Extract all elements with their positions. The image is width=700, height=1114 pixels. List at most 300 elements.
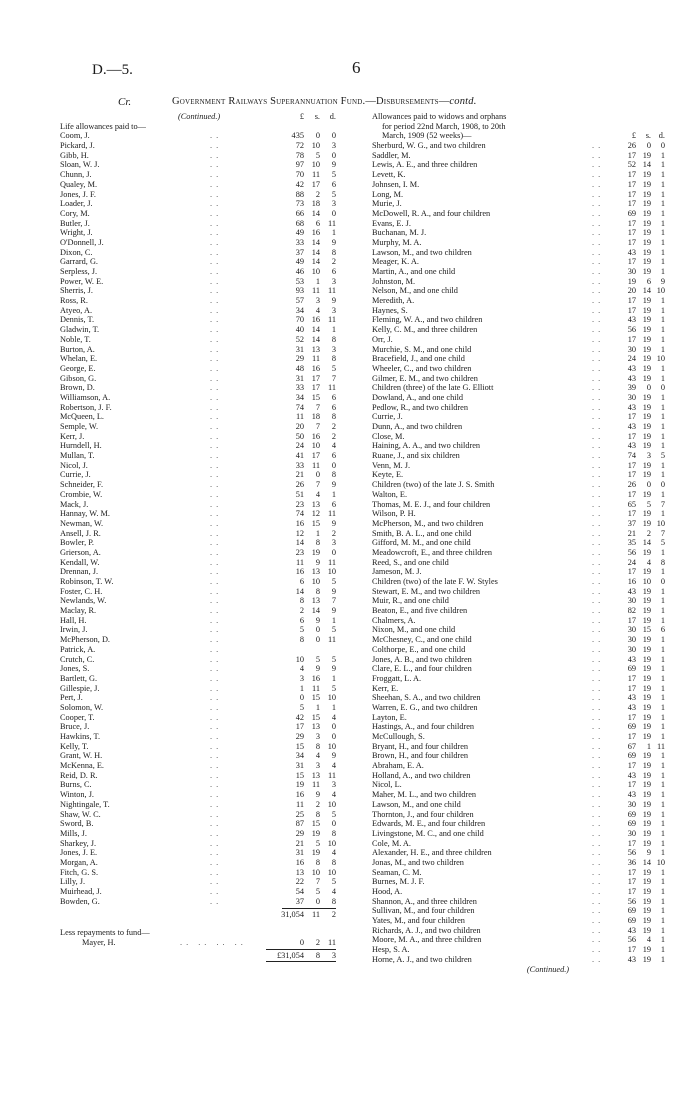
entry-pence: 10 [656, 857, 665, 867]
leader-dots: .. [210, 799, 223, 809]
table-row [60, 131, 350, 141]
entry-pounds: 16 [295, 518, 304, 528]
entry-shillings: 5 [315, 150, 320, 160]
table-row [372, 509, 664, 519]
leader-dots: .. [210, 857, 223, 867]
entry-name: Hall, H. [60, 615, 87, 625]
entry-pounds: 42 [295, 179, 304, 189]
table-row [60, 306, 350, 316]
table-row [60, 655, 350, 665]
leader-dots: .. [592, 654, 605, 664]
entry-shillings: 19 [642, 770, 651, 780]
subtotal-rule [282, 908, 336, 909]
leader-dots: .. [592, 441, 605, 451]
table-row [60, 500, 350, 510]
entry-pounds: 13 [295, 867, 304, 877]
entry-shillings: 16 [311, 315, 320, 325]
table-row [60, 509, 350, 519]
entry-name: Kerr, E. [372, 683, 399, 693]
entry-name: Keyte, E. [372, 470, 404, 480]
entry-pounds: 0 [299, 693, 304, 703]
entry-pence: 0 [331, 460, 336, 470]
entry-shillings: 2 [646, 528, 651, 538]
entry-pence: 8 [331, 828, 336, 838]
table-row [60, 713, 350, 723]
leader-dots: .. [210, 354, 223, 364]
leader-dots: .. [210, 683, 223, 693]
entry-pence: 3 [331, 538, 336, 548]
leader-dots: .. [210, 228, 223, 238]
entry-pence: 0 [331, 819, 336, 829]
table-row [60, 567, 350, 577]
entry-name: Colthorpe, E., and one child [372, 644, 466, 654]
entry-pounds: 39 [627, 383, 636, 393]
table-row [372, 422, 664, 432]
entry-name: Serpless, J. [60, 267, 98, 276]
entry-shillings: 19 [311, 547, 320, 557]
entry-shillings: 15 [311, 518, 320, 528]
entry-shillings: 11 [312, 286, 320, 296]
table-row [372, 257, 664, 267]
entry-pounds: 8 [299, 635, 304, 645]
entry-shillings: 19 [642, 712, 651, 722]
entry-shillings: 19 [642, 470, 651, 480]
entry-name: Ansell, J. R. [60, 528, 101, 538]
entry-name: Foster, C. H. [60, 586, 103, 596]
entry-shillings: 17 [311, 179, 320, 189]
table-row [60, 296, 350, 306]
table-row [372, 868, 664, 878]
entry-name: Fleming, W. A., and two children [372, 315, 483, 325]
leader-dots: .. [210, 819, 223, 829]
entry-name: Edwards, M. E., and four children [372, 819, 486, 829]
entry-pence: 9 [331, 480, 336, 490]
table-row [372, 296, 664, 306]
entry-pounds: 24 [627, 557, 636, 567]
entry-name: Nixon, M., and one child [372, 625, 456, 635]
table-row [60, 868, 350, 878]
entry-pounds: 87 [295, 819, 304, 829]
entry-pounds: 65 [627, 499, 636, 509]
entry-pence: 2 [331, 431, 336, 441]
entry-name: Nicol, L. [372, 780, 402, 790]
table-row [372, 238, 664, 248]
entry-pounds: 17 [627, 780, 636, 790]
table-row [60, 403, 350, 413]
entry-shillings: 19 [642, 586, 651, 596]
entry-pounds: 43 [627, 422, 636, 431]
entry-pence: 10 [327, 741, 336, 751]
table-row [60, 577, 350, 587]
entry-shillings: 19 [642, 237, 651, 247]
entry-name: Dunn, A., and two children [372, 422, 463, 431]
table-row [60, 761, 350, 771]
entry-pounds: 17 [627, 877, 636, 887]
entry-name: Hurndell, H. [60, 441, 102, 451]
entry-name: Martin, A., and one child [372, 267, 456, 276]
entry-pounds: 16 [627, 577, 636, 586]
entry-name: Gibb, H. [60, 150, 89, 160]
entry-pence: 8 [331, 247, 336, 257]
entry-pence: 1 [660, 199, 665, 209]
entry-pounds: 29 [295, 354, 304, 364]
entry-pounds: 50 [295, 431, 304, 441]
table-row [372, 616, 664, 626]
entry-pence: 1 [660, 945, 665, 955]
entry-pence: 8 [331, 412, 336, 422]
entry-pence: 10 [656, 518, 665, 528]
entry-pence: 1 [660, 664, 665, 674]
entry-name: Yates, M., and four children [372, 916, 465, 926]
entry-name: Children (two) of the late J. S. Smith [372, 480, 495, 490]
table-row [372, 325, 664, 335]
entry-shillings: 13 [311, 567, 320, 577]
entry-pounds: 24 [295, 441, 304, 451]
entry-pounds: 30 [627, 596, 636, 606]
entry-shillings: 11 [312, 354, 320, 364]
entry-pounds: 17 [627, 509, 636, 519]
entry-pence: 0 [331, 208, 336, 218]
leader-dots: .. [592, 218, 605, 228]
table-row [60, 839, 350, 849]
entry-pence: 5 [331, 170, 336, 180]
entry-pounds: 54 [295, 887, 304, 896]
entry-pence: 5 [331, 577, 336, 586]
entry-name: Moore, M. A., and three children [372, 935, 482, 945]
entry-name: Ross, R. [60, 296, 88, 306]
entry-shillings: 15 [311, 819, 320, 829]
entry-pence: 10 [327, 693, 336, 703]
entry-pounds: 15 [295, 741, 304, 751]
entry-shillings: 19 [642, 247, 651, 257]
entry-name: Chunn, J. [60, 170, 92, 180]
leader-dots: .. [592, 838, 605, 848]
entry-shillings: 10 [311, 867, 320, 877]
entry-shillings: 19 [642, 838, 651, 848]
table-row [372, 577, 664, 587]
leader-dots: .. [210, 848, 223, 858]
entry-shillings: 0 [646, 383, 651, 393]
entry-shillings: 19 [311, 828, 320, 838]
entry-shillings: 8 [315, 741, 320, 751]
entry-shillings: 16 [311, 431, 320, 441]
leader-dots: .. [210, 131, 223, 141]
table-row [60, 587, 350, 597]
table-row [372, 412, 664, 422]
entry-name: Froggatt, L. A. [372, 673, 422, 683]
leader-dots: .. [592, 480, 605, 490]
entry-pence: 1 [660, 925, 665, 935]
entry-pounds: 17 [627, 867, 636, 877]
entry-shillings: 10 [311, 577, 320, 586]
leader-dots: .. [210, 499, 223, 509]
table-row [372, 160, 664, 170]
leader-dots: .. [210, 596, 223, 606]
entry-name: Williamson, A. [60, 392, 111, 402]
table-row [372, 839, 664, 849]
leader-dots: .. [592, 170, 605, 180]
entry-shillings: 1 [315, 702, 320, 712]
entry-pence: 4 [331, 848, 336, 858]
entry-pounds: 30 [627, 625, 636, 635]
entry-pence: 1 [660, 489, 665, 499]
entry-shillings: 6 [315, 218, 320, 228]
entry-pence: 5 [331, 877, 336, 887]
table-row [372, 703, 664, 713]
entry-pence: 7 [660, 499, 665, 509]
entry-shillings: 9 [646, 848, 651, 858]
leader-dots: .. [592, 489, 605, 499]
table-row [60, 519, 350, 529]
entry-pounds: 21 [295, 838, 304, 848]
entry-shillings: 19 [642, 896, 651, 906]
entry-name: Gilmer, E. M., and two children [372, 373, 478, 383]
entry-pence: 1 [660, 373, 665, 383]
entry-pence: 9 [331, 518, 336, 528]
entry-pence: 5 [331, 189, 336, 199]
table-row [60, 461, 350, 471]
entry-pence: 1 [660, 780, 665, 790]
entry-pence: 1 [660, 509, 665, 519]
entry-shillings: 8 [315, 809, 320, 819]
entry-pounds: 74 [295, 509, 304, 519]
table-row [372, 393, 664, 403]
entry-name: Cory, M. [60, 208, 90, 218]
table-row [372, 490, 664, 500]
table-row [60, 141, 350, 151]
entry-pence: 1 [660, 935, 665, 945]
table-row [60, 625, 350, 635]
entry-shillings: 19 [642, 809, 651, 819]
entry-pence: 1 [660, 218, 665, 228]
entry-pounds: 30 [627, 644, 636, 654]
entry-pounds: 40 [295, 325, 304, 335]
leader-dots: .. [210, 877, 223, 887]
entry-pounds: 17 [627, 218, 636, 228]
leader-dots: .. [592, 402, 605, 412]
entry-shillings: 19 [642, 751, 651, 761]
entry-shillings: 9 [315, 615, 320, 625]
table-row [60, 810, 350, 820]
table-row [372, 267, 664, 277]
entry-shillings: 19 [642, 644, 651, 654]
leader-dots: .. [210, 567, 223, 577]
entry-name: Sharkey, J. [60, 838, 97, 848]
entry-pounds: 17 [295, 722, 304, 732]
entry-pounds: 74 [295, 402, 304, 412]
table-row [60, 742, 350, 752]
entry-shillings: 8 [315, 857, 320, 867]
entry-pence: 1 [660, 693, 665, 703]
entry-name: Muir, R., and one child [372, 596, 449, 606]
entry-pounds: 30 [627, 799, 636, 809]
entry-shillings: 13 [311, 344, 320, 354]
entry-pounds: 5 [299, 702, 304, 712]
entry-name: McPherson, D. [60, 635, 111, 645]
leader-dots: .. [592, 160, 605, 170]
leader-dots: .. [210, 547, 223, 557]
leader-dots: .. [210, 828, 223, 838]
entry-pounds: 43 [627, 402, 636, 412]
entry-pounds: 17 [627, 189, 636, 199]
entry-shillings: 19 [642, 615, 651, 625]
entry-pounds: 43 [627, 247, 636, 257]
table-row [372, 596, 664, 606]
entry-name: Livingstone, M. C., and one child [372, 828, 484, 838]
entry-pence: 1 [660, 615, 665, 625]
leader-dots: .. [592, 761, 605, 771]
leader-dots: .. [210, 732, 223, 741]
table-row [60, 432, 350, 442]
table-row [60, 616, 350, 626]
continued-label: (Continued.) [178, 112, 221, 121]
entry-pounds: 2 [299, 606, 304, 616]
entry-shillings: 4 [646, 557, 651, 567]
entry-shillings: 5 [315, 838, 320, 848]
entry-shillings: 10 [311, 160, 320, 170]
table-row [372, 403, 664, 413]
entry-shillings: 14 [311, 325, 320, 335]
less-pounds: 0 [299, 937, 304, 947]
entry-pence: 8 [660, 557, 665, 567]
entry-pence: 8 [331, 896, 336, 906]
table-row [60, 354, 350, 364]
entry-pence: 7 [660, 528, 665, 538]
entry-name: Haining, A. A., and two children [372, 441, 481, 451]
entry-name: Alexander, H. E., and three children [372, 848, 492, 858]
leader-dots: .. [210, 790, 223, 800]
leader-dots: .. [592, 451, 605, 461]
entry-name: Maclay, R. [60, 606, 97, 616]
leader-dots: .. [210, 896, 223, 906]
entry-name: Pert, J. [60, 693, 83, 703]
table-row [60, 858, 350, 868]
entry-shillings: 19 [642, 373, 651, 383]
entry-pounds: 17 [627, 712, 636, 722]
entry-name: McPherson, M., and two children [372, 518, 484, 528]
entry-name: Hood, A. [372, 887, 403, 896]
table-row [60, 897, 350, 907]
table-row [372, 732, 664, 742]
entry-pence: 4 [331, 790, 336, 800]
leader-dots: .. [592, 557, 605, 567]
leader-dots: .. [592, 538, 605, 548]
entry-shillings: 19 [642, 596, 651, 606]
entry-pounds: 17 [627, 470, 636, 480]
entry-pounds: 43 [627, 702, 636, 712]
entry-shillings: 19 [642, 925, 651, 935]
table-row [60, 422, 350, 432]
table-row [60, 286, 350, 296]
entry-shillings: 15 [311, 693, 320, 703]
entry-pounds: 10 [295, 654, 304, 664]
entry-name: Wright, J. [60, 228, 93, 238]
table-row [60, 238, 350, 248]
entry-shillings: 16 [311, 673, 320, 683]
leader-dots: .. [592, 412, 605, 422]
table-row [372, 606, 664, 616]
table-row [60, 829, 350, 839]
entry-shillings: 19 [642, 664, 651, 674]
subtotal-pence: 2 [331, 910, 336, 920]
entry-pounds: 17 [627, 237, 636, 247]
entry-pence: 1 [660, 392, 665, 402]
entry-shillings: 15 [311, 392, 320, 402]
entry-pence: 1 [660, 189, 665, 199]
leader-dots: .. [592, 344, 605, 354]
entry-name: Abraham, E. A. [372, 761, 424, 771]
entry-shillings: 8 [315, 586, 320, 596]
entry-shillings: 11 [312, 460, 320, 470]
entry-pounds: 17 [627, 296, 636, 306]
table-row [372, 645, 664, 655]
entry-shillings: 19 [642, 305, 651, 315]
table-row [372, 848, 664, 858]
table-row [60, 674, 350, 684]
entry-name: Kerr, J. [60, 431, 85, 441]
right-column [372, 112, 664, 974]
entry-pence: 1 [660, 257, 665, 267]
leader-dots: .. [592, 664, 605, 674]
entry-name: Long, M. [372, 189, 404, 199]
entry-pounds: 72 [295, 141, 304, 151]
entry-pounds: 17 [627, 683, 636, 693]
entry-pounds: 35 [627, 538, 636, 548]
entry-shillings: 19 [642, 460, 651, 470]
table-row [60, 160, 350, 170]
entry-pence: 1 [660, 751, 665, 761]
entry-name: Clare, E. L., and four children [372, 664, 472, 674]
entry-pence: 6 [660, 625, 665, 635]
table-row [372, 277, 664, 287]
entry-pence: 10 [656, 286, 665, 296]
entry-shillings: 19 [642, 799, 651, 809]
entry-shillings: 19 [642, 354, 651, 364]
leader-dots: .. [210, 170, 223, 180]
entry-name: Noble, T. [60, 334, 91, 344]
entry-pounds: 435 [291, 131, 304, 141]
entry-name: Levett, K. [372, 170, 406, 180]
leader-dots: .. [210, 887, 223, 896]
table-row [60, 374, 350, 384]
entry-pence: 1 [660, 790, 665, 800]
entry-name: Jones, J. E. [60, 848, 98, 858]
entry-pence: 1 [660, 470, 665, 480]
entry-pence: 2 [331, 257, 336, 267]
entry-shillings: 17 [311, 451, 320, 461]
entry-pounds: 29 [295, 828, 304, 838]
entry-pounds: 78 [295, 150, 304, 160]
entry-shillings: 14 [642, 538, 651, 548]
entry-pence: 5 [331, 654, 336, 664]
entry-shillings: 5 [315, 887, 320, 896]
entry-name: Qualey, M. [60, 179, 98, 189]
leader-dots: .. [592, 208, 605, 218]
table-row [60, 257, 350, 267]
entry-name: Wheeler, C., and two children [372, 363, 472, 373]
entry-name: Meadowcroft, E., and three children [372, 547, 493, 557]
leader-dots: .. [592, 276, 605, 286]
entry-pounds: 70 [295, 170, 304, 180]
entry-shillings: 9 [315, 790, 320, 800]
leader-dots: .. [210, 741, 223, 751]
table-row [60, 732, 350, 742]
entry-pence: 0 [660, 480, 665, 490]
entry-pence: 8 [331, 470, 336, 480]
entry-pence: 6 [331, 451, 336, 461]
leader-dots: .. [592, 906, 605, 916]
entry-pence: 1 [660, 887, 665, 896]
